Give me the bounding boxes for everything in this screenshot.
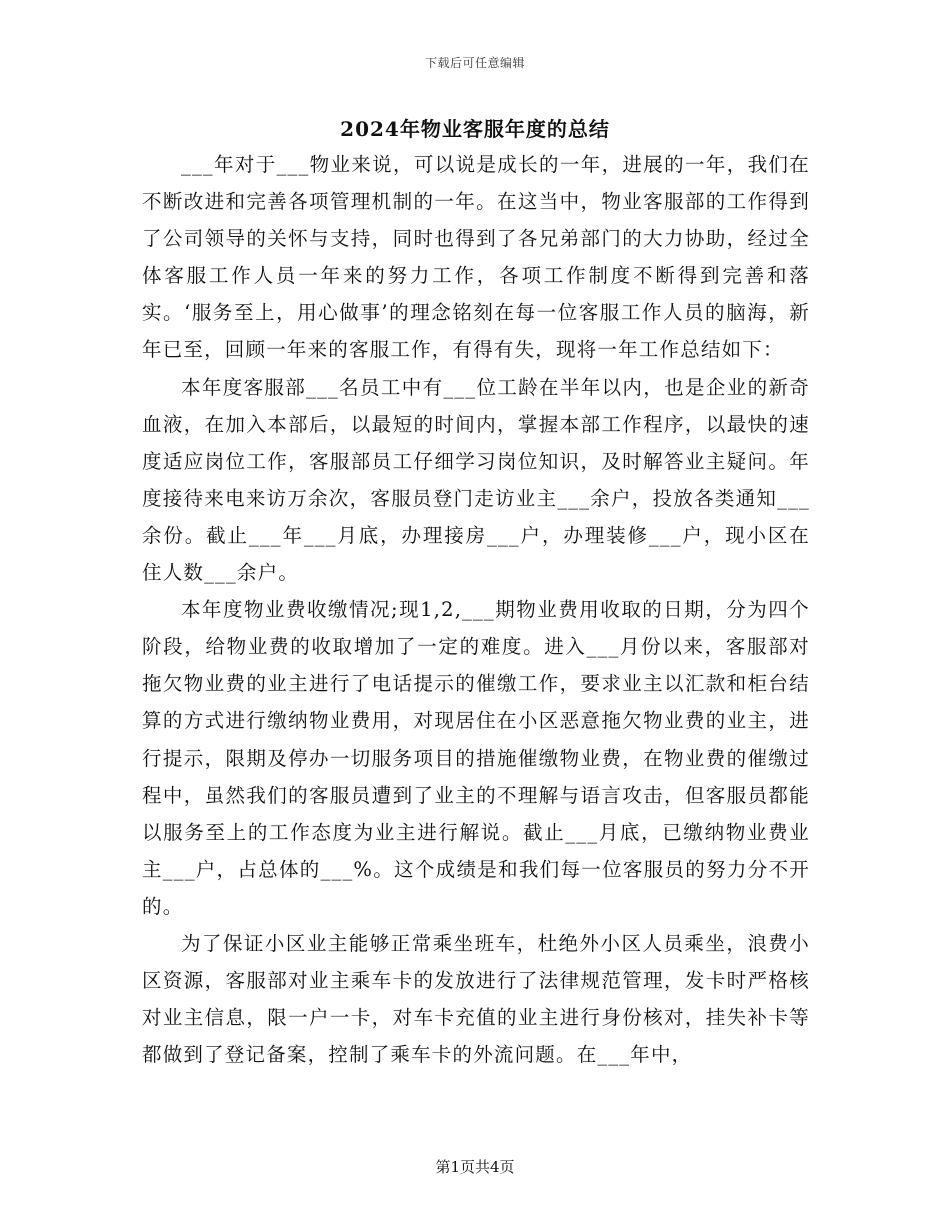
document-title: 2024年物业客服年度的总结 [340,117,610,141]
paragraph-4: 为了保证小区业主能够正常乘坐班车，杜绝外小区人员乘坐，浪费小区资源，客服部对业主乘车卡的发放进行了法律规范管理，发卡时严格核对业主信息，限一户一卡，对车卡充值的业主进行身份核对，挂失补卡等都做到了登记备案，控制了乘车卡的外流问题。在___年中， [142,931,810,1067]
document-body [142,146,810,1073]
paragraph-3: 本年度物业费收缴情况;现1,2,___期物业费用收取的日期，分为四个阶段，给物业费的收取增加了一定的难度。进入___月份以来，客服部对拖欠物业费的业主进行了电话提示的催缴工作，要求业主以汇款和柜台结算的方式进行缴纳物业费用，对现居住在小区恶意拖欠物业费的业主，进行提示，限期及停办一切服务项目的措施催缴物业费，在物业费的催缴过程中，虽然我们的客服员遭到了业主的不理解与语言攻击，但客服员都能以服务至上的工作态度为业主进行解说。截止___月底，已缴纳物业费业主___户，占总体的___%。这个成绩是和我们每一位客服员的努力分不开的。 [142,598,810,918]
paragraph-2: 本年度客服部___名员工中有___位工龄在半年以内，也是企业的新奇血液，在加入本部后，以最短的时间内，掌握本部工作程序，以最快的速度适应岗位工作，客服部员工仔细学习岗位知识，及时解答业主疑问。年度接待来电来访万余次，客服员登门走访业主___余户，投放各类通知___余份。截止___年___月底，办理接房___户，办理装修___户，现小区在住人数___余户。 [142,375,810,585]
page-footer: 第1页共4页 [435,1158,515,1176]
header-note: 下载后可任意编辑 [424,56,525,70]
paragraph-1: ___年对于___物业来说，可以说是成长的一年，进展的一年，我们在不断改进和完善各项管理机制的一年。在这当中，物业客服部的工作得到了公司领导的关怀与支持，同时也得到了各兄弟部门的大力协助，经过全体客服工作人员一年来的努力工作，各项工作制度不断得到完善和落实。‘服务至上，用心做事’的理念铭刻在每一位客服工作人员的脑海，新年已至，回顾一年来的客服工作，有得有失，现将一年工作总结如下： [142,153,810,362]
